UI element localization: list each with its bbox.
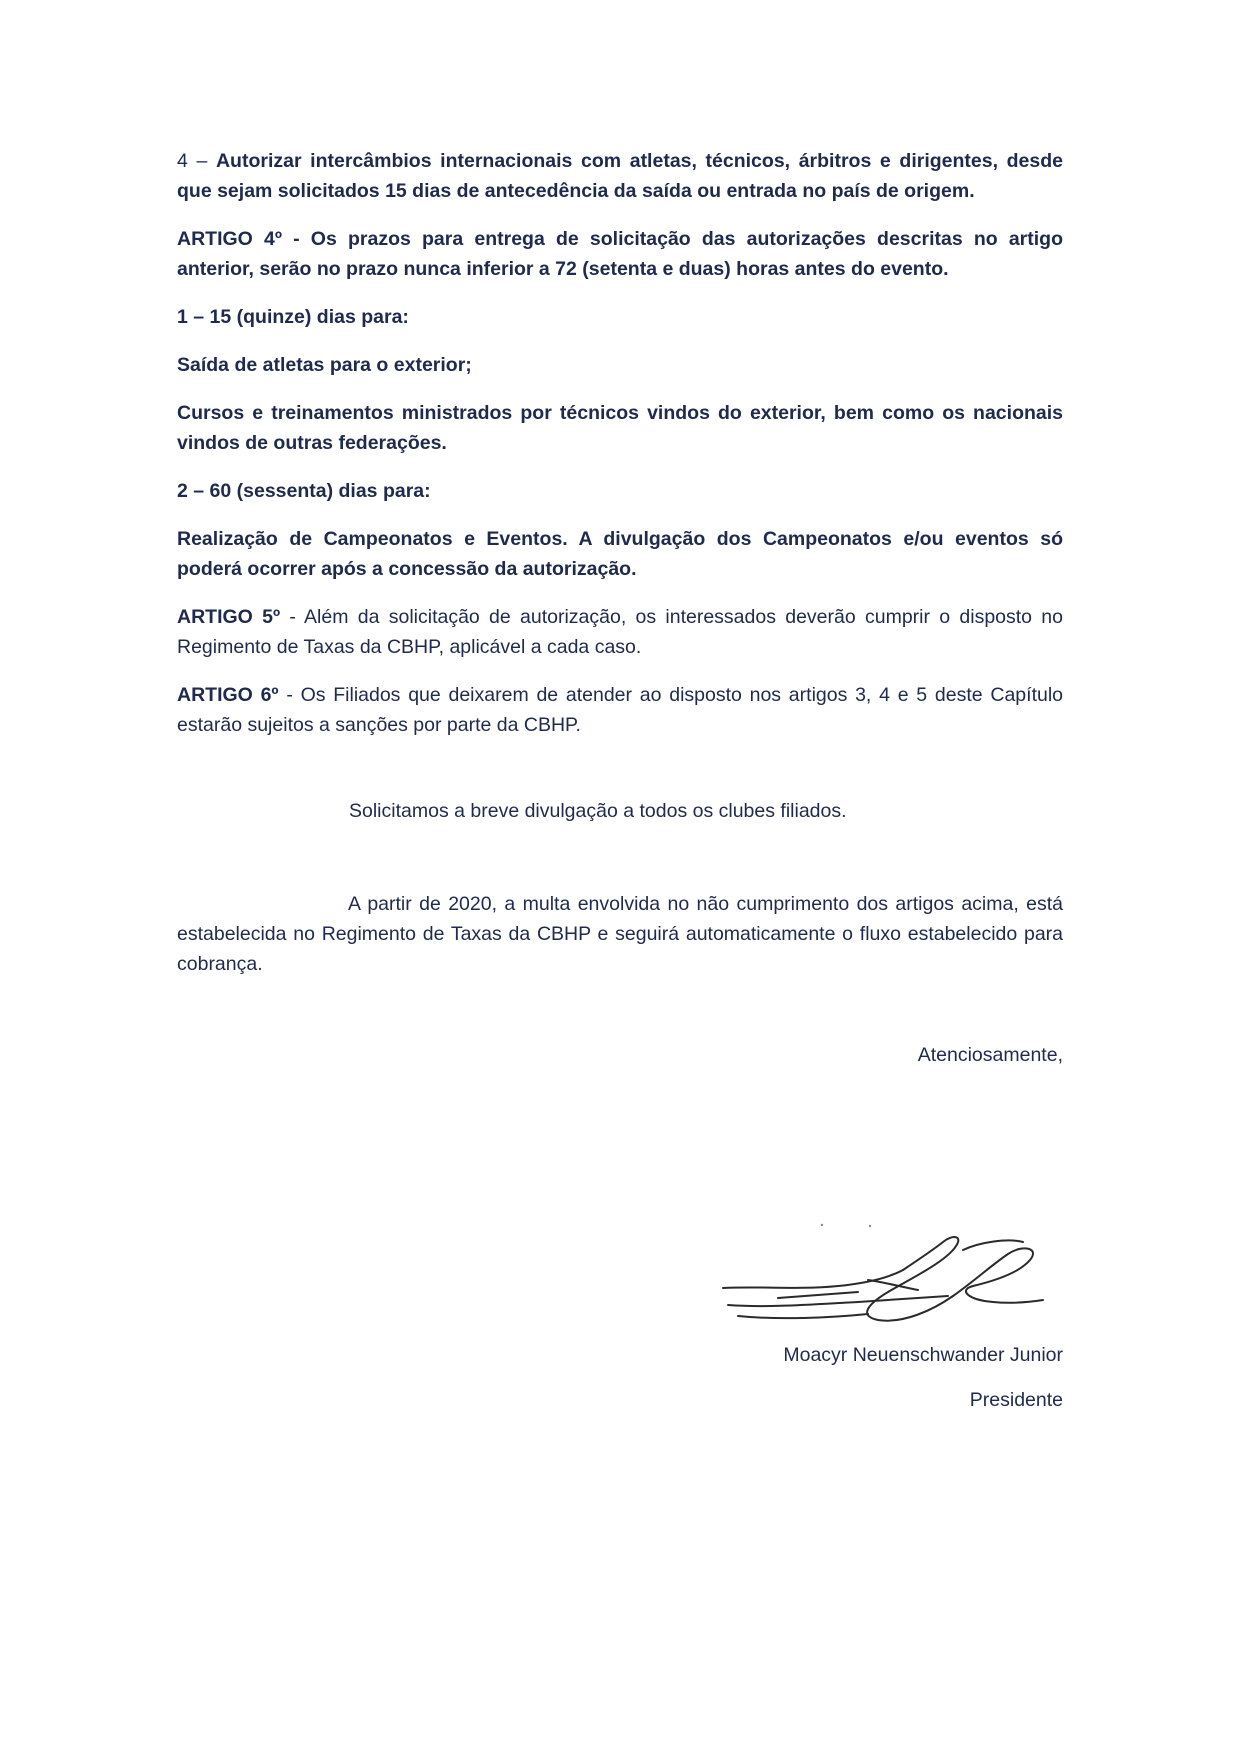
prazo-1-line-1: Saída de atletas para o exterior; [177,354,472,376]
artigo-5-label: ARTIGO 5º [177,606,281,628]
prazo-2-line-1: Realização de Campeonatos e Eventos. A divulgação dos Campeonatos e/ou eventos só poderá ocorrer após a concessão da autorização. [177,528,1063,580]
artigo-6-label: ARTIGO 6º [177,684,279,706]
artigo-6 [177,680,1063,740]
artigo-4: ARTIGO 4º - Os prazos para entrega de solicitação das autorizações descritas no artigo anterior, serão no prazo nunca inferior a 72 (setenta e duas) horas antes do evento. [177,228,1063,280]
request-text: Solicitamos a breve divulgação a todos os clubes filiados. [349,800,847,822]
signatory-name: Moacyr Neuenschwander Junior [783,1344,1063,1366]
fine-note: A partir de 2020, a multa envolvida no não cumprimento dos artigos acima, está estabelecida no Regimento de Taxas da CBHP e seguirá automaticamente o fluxo estabelecido para cobrança. [177,893,1063,975]
prazo-2-heading: 2 – 60 (sessenta) dias para: [177,480,431,502]
artigo-5-text: - Além da solicitação de autorização, os interessados deverão cumprir o disposto no Regimento de Taxas da CBHP, aplicável a cada caso. [177,606,1063,658]
salutation: Atenciosamente, [917,1044,1063,1066]
signature-image [718,1220,1048,1335]
document-body [177,146,1063,758]
artigo-6-text: - Os Filiados que deixarem de atender ao disposto nos artigos 3, 4 e 5 deste Capítulo estarão sujeitos a sanções por parte da CBHP. [177,684,1064,736]
signatory-title: Presidente [969,1389,1063,1411]
item-4 [177,146,1063,206]
item-4-number: 4 – [177,150,216,172]
artigo-5 [177,602,1063,662]
prazo-1-heading: 1 – 15 (quinze) dias para: [177,306,409,328]
item-4-text: Autorizar intercâmbios internacionais com atletas, técnicos, árbitros e dirigentes, desde que sejam solicitados 15 dias de antecedência da saída ou entrada no país de origem. [177,150,1063,202]
prazo-1-line-2: Cursos e treinamentos ministrados por técnicos vindos do exterior, bem como os nacionais vindos de outras federações. [177,402,1063,454]
